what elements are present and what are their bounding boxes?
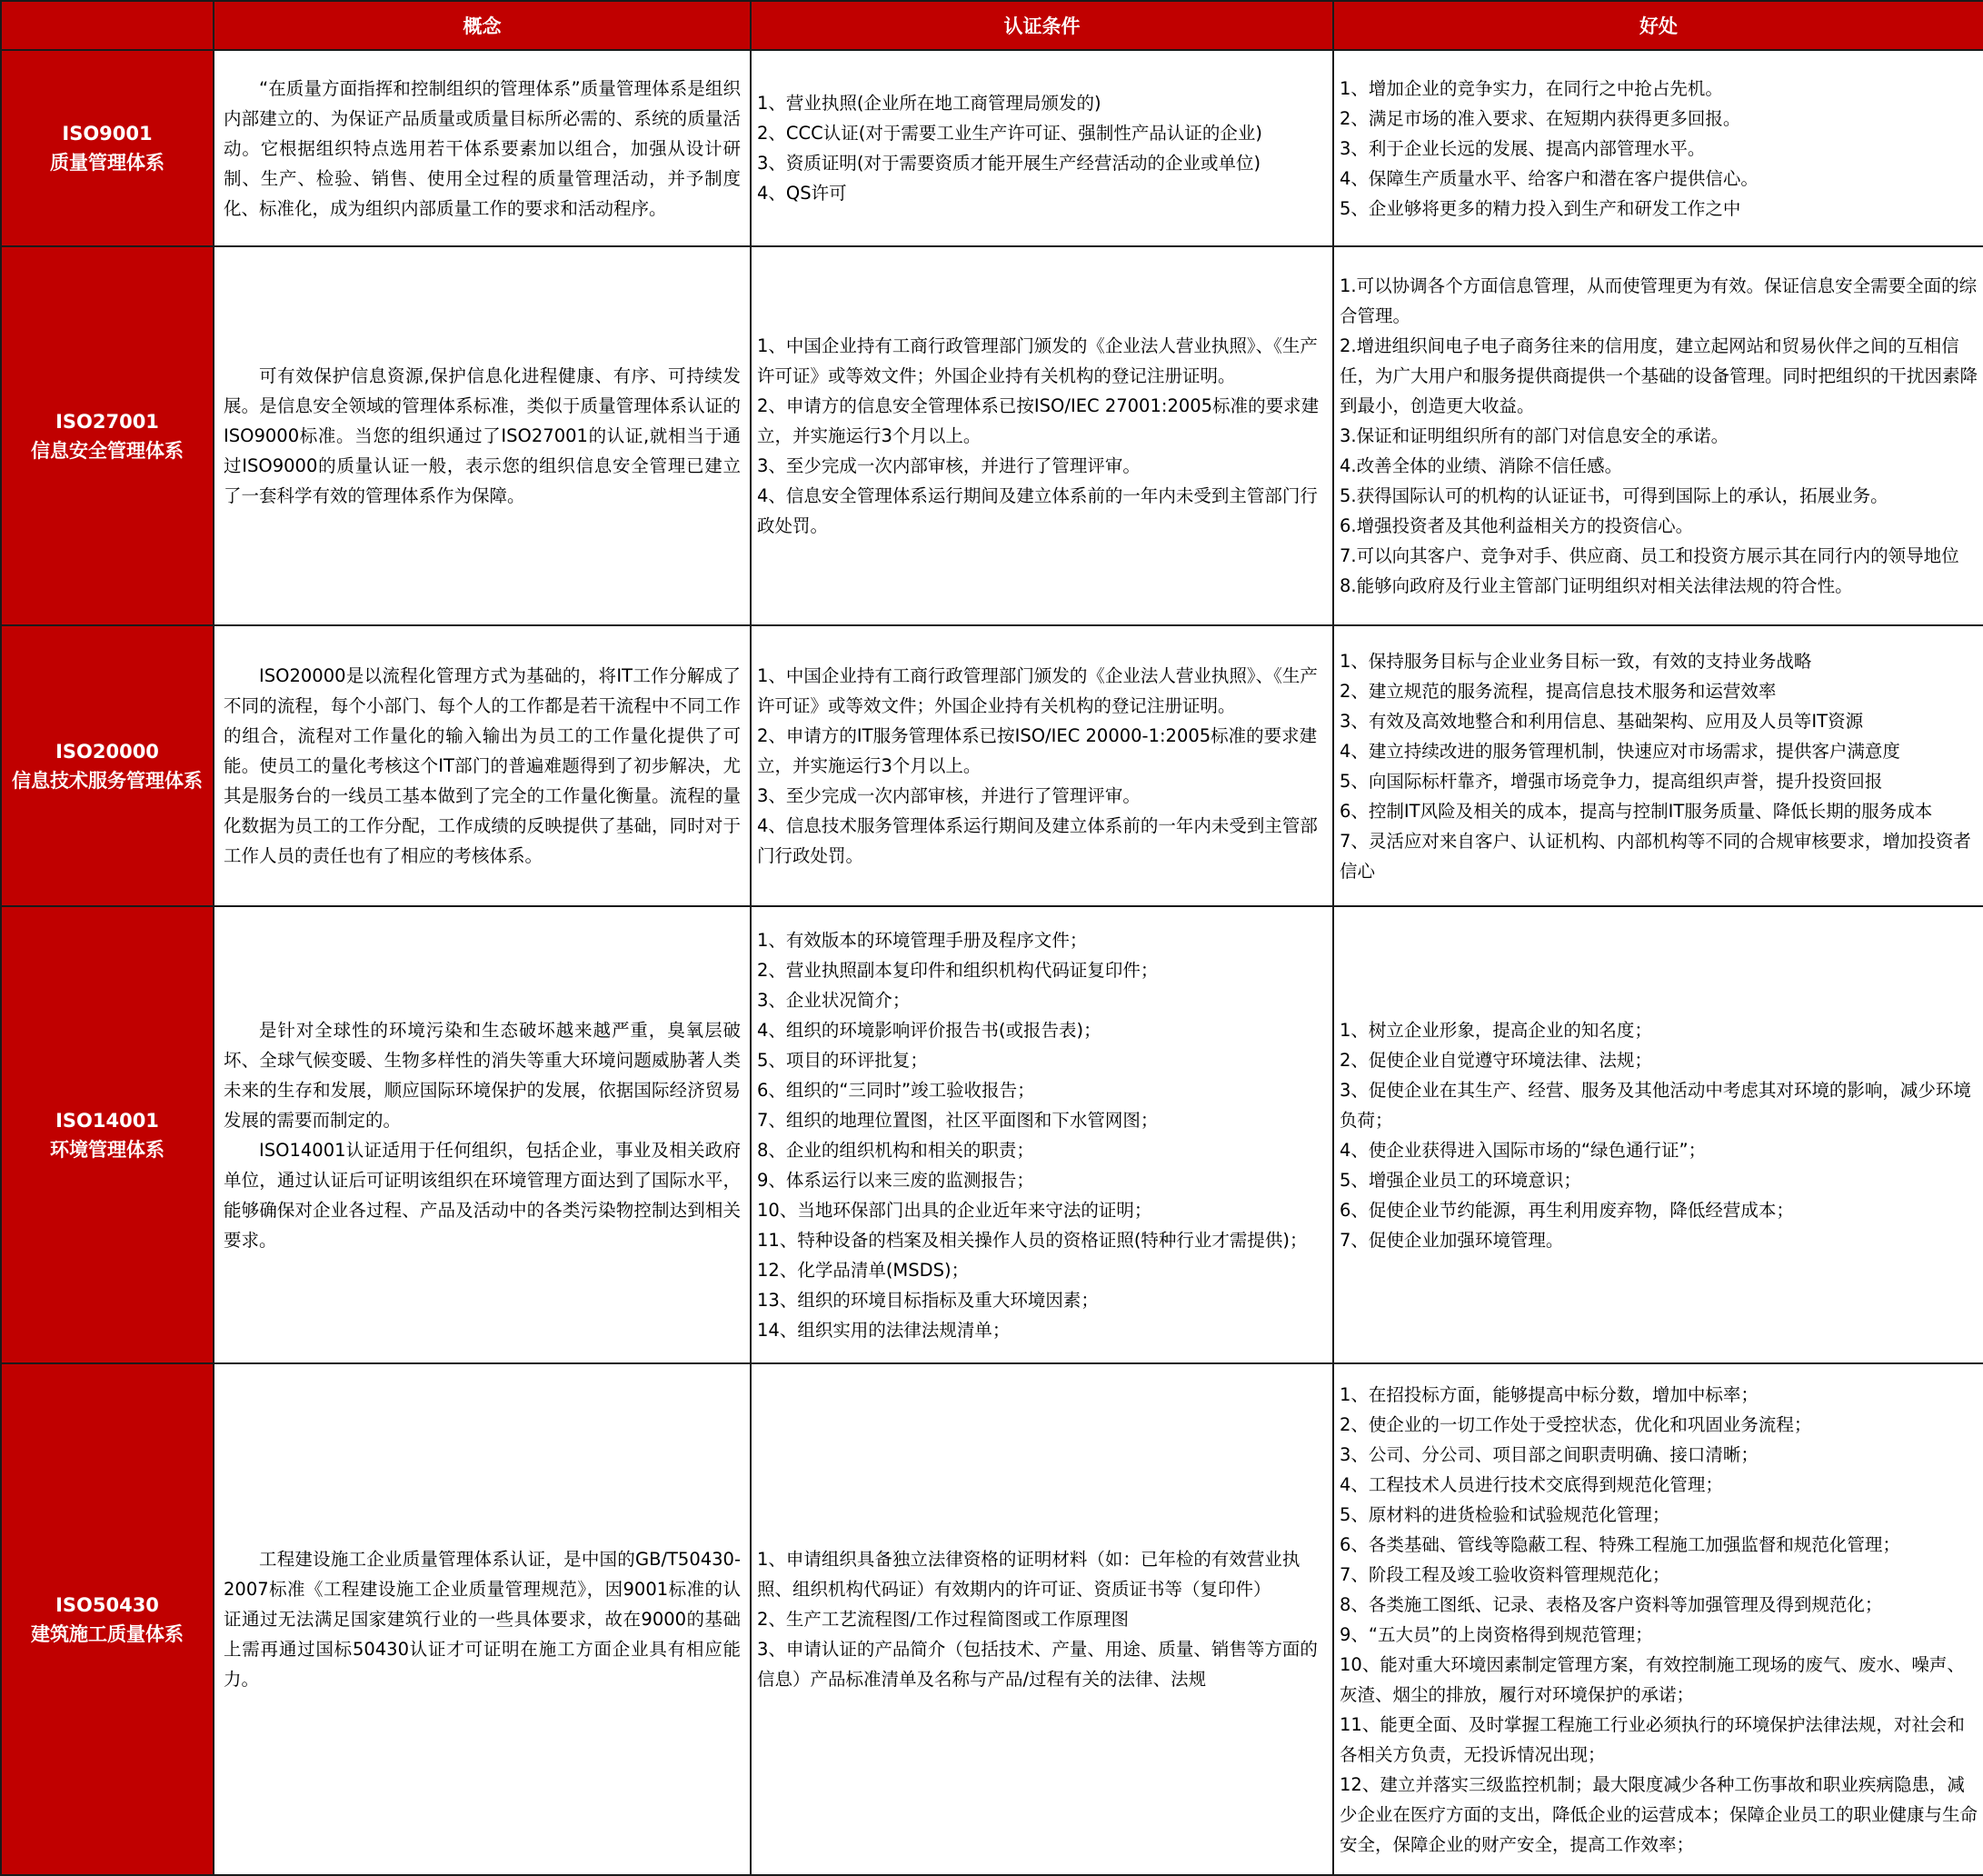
requirement-item: 9、体系运行以来三废的监测报告； [757, 1169, 1034, 1191]
concept-paragraph: ISO14001认证适用于任何组织，包括企业，事业及相关政府单位，通过认证后可证明该组织在环境管理方面达到了国际水平，能够确保对企业各过程、产品及活动中的各类污染物控制达到相关要求。 [224, 1139, 741, 1251]
header-corner [1, 1, 214, 50]
benefit-item: 8.能够向政府及行业主管部门证明组织对相关法律法规的符合性。 [1340, 575, 1853, 596]
requirement-item: 4、信息安全管理体系运行期间及建立体系前的一年内未受到主管部门行政处罚。 [757, 485, 1318, 536]
requirement-item: 4、QS许可 [757, 183, 847, 204]
benefit-item: 3、促使企业在其生产、经营、服务及其他活动中考虑其对环境的影响，减少环境负荷； [1340, 1079, 1971, 1131]
benefit-item: 2.增进组织间电子电子商务往来的信用度，建立起网站和贸易伙伴之间的互相信任，为广大用户和服务提供商提供一个基础的设备管理。同时把组织的干扰因素降到最小，创造更大收益。 [1340, 335, 1978, 416]
benefits-cell [1333, 1363, 1983, 1875]
concept-paragraph: 是针对全球性的环境污染和生态破坏越来越严重，臭氧层破坏、全球气候变暖、生物多样性的消失等重大环境问题威胁著人类未来的生存和发展，顺应国际环境保护的发展，依据国际经济贸易发展的需要而制定的。 [224, 1019, 741, 1131]
benefit-item: 4.改善全体的业绩、消除不信任感。 [1340, 455, 1623, 476]
table-body [1, 50, 1983, 1875]
standard-label-cell [1, 50, 214, 246]
benefit-item: 4、建立持续改进的服务管理机制，快速应对市场需求，提供客户满意度 [1340, 740, 1900, 762]
header-benefits: 好处 [1333, 1, 1983, 50]
table-row [1, 1363, 1983, 1875]
benefit-item: 6、各类基础、管线等隐蔽工程、特殊工程施工加强监督和规范化管理； [1340, 1533, 1900, 1555]
benefit-item: 3、利于企业长远的发展、提高内部管理水平。 [1340, 137, 1706, 159]
benefits-cell [1333, 625, 1983, 906]
requirement-item: 1、有效版本的环境管理手册及程序文件； [757, 929, 1088, 951]
standard-code: ISO20000 [55, 740, 159, 763]
table-row [1, 50, 1983, 246]
requirement-item: 11、特种设备的档案及相关操作人员的资格证照(特种行业才需提供)； [757, 1229, 1308, 1251]
benefit-item: 1、增加企业的竞争实力，在同行之中抢占先机。 [1340, 77, 1723, 99]
concept-cell [214, 246, 751, 625]
benefit-item: 1、树立企业形象，提高企业的知名度； [1340, 1019, 1652, 1041]
standard-name: 质量管理体系 [50, 152, 164, 174]
standard-name: 环境管理体系 [50, 1138, 164, 1161]
benefit-item: 7、促使企业加强环境管理。 [1340, 1229, 1564, 1251]
requirement-item: 7、组织的地理位置图，社区平面图和下水管网图； [757, 1109, 1159, 1131]
benefit-item: 2、满足市场的准入要求、在短期内获得更多回报。 [1340, 107, 1741, 129]
concept-paragraph: ISO20000是以流程化管理方式为基础的，将IT工作分解成了不同的流程，每个小部门、每个人的工作都是若干流程中不同工作的组合，流程对工作量化的输入输出为员工的工作量化提供了可能。使员工的量化考核这个IT部门的普遍难题得到了初步解决，尤其是服务台的一线员工基本做到了完全的工作量化衡量。流程的量化数据为员工的工作分配，工作成绩的反映提供了基础，同时对于工作人员的责任也有了相应的考核体系。 [224, 665, 741, 866]
benefit-item: 6、促使企业节约能源，再生利用废弃物，降低经营成本； [1340, 1199, 1794, 1221]
benefit-item: 8、各类施工图纸、记录、表格及客户资料等加强管理及得到规范化； [1340, 1593, 1883, 1615]
standard-name: 建筑施工质量体系 [31, 1622, 184, 1645]
concept-paragraph: “在质量方面指挥和控制组织的管理体系”质量管理体系是组织内部建立的、为保证产品质量或质量目标所必需的、系统的质量活动。它根据组织特点选用若干体系要素加以组合，加强从设计研制、生产、检验、销售、使用全过程的质量管理活动，并予制度化、标准化，成为组织内部质量工作的要求和活动程序。 [224, 77, 741, 219]
benefit-item: 5、原材料的进货检验和试验规范化管理； [1340, 1503, 1670, 1525]
header-row [1, 1, 1983, 50]
standard-code: ISO50430 [55, 1593, 159, 1616]
benefit-item: 4、使企业获得进入国际市场的“绿色通行证”； [1340, 1139, 1707, 1161]
benefit-item: 4、工程技术人员进行技术交底得到规范化管理； [1340, 1473, 1723, 1495]
benefit-item: 10、能对重大环境因素制定管理方案，有效控制施工现场的废气、废水、噪声、灰渣、烟尘的排放，履行对环境保护的承诺； [1340, 1653, 1965, 1705]
benefit-item: 6、控制IT风险及相关的成本，提高与控制IT服务质量、降低长期的服务成本 [1340, 800, 1933, 822]
requirement-item: 3、至少完成一次内部审核，并进行了管理评审。 [757, 785, 1141, 806]
benefit-item: 5、向国际标杆靠齐，增强市场竞争力，提高组织声誉，提升投资回报 [1340, 770, 1883, 792]
requirements-cell [751, 50, 1333, 246]
header-concept: 概念 [214, 1, 751, 50]
benefit-item: 6.增强投资者及其他利益相关方的投资信心。 [1340, 515, 1694, 536]
requirement-item: 1、中国企业持有工商行政管理部门颁发的《企业法人营业执照》、《生产许可证》或等效文件；外国企业持有关机构的登记注册证明。 [757, 665, 1318, 716]
benefit-item: 5、增强企业员工的环境意识； [1340, 1169, 1581, 1191]
standard-name: 信息技术服务管理体系 [12, 769, 203, 792]
benefit-item: 4、保障生产质量水平、给客户和潜在客户提供信心。 [1340, 167, 1759, 189]
header-requirements: 认证条件 [751, 1, 1333, 50]
standard-code: ISO14001 [55, 1109, 159, 1132]
requirement-item: 6、组织的“三同时”竣工验收报告； [757, 1079, 1035, 1101]
requirement-item: 1、中国企业持有工商行政管理部门颁发的《企业法人营业执照》、《生产许可证》或等效文件；外国企业持有关机构的登记注册证明。 [757, 335, 1318, 386]
requirement-item: 4、信息技术服务管理体系运行期间及建立体系前的一年内未受到主管部门行政处罚。 [757, 815, 1318, 866]
benefits-cell [1333, 906, 1983, 1363]
concept-cell [214, 50, 751, 246]
benefit-item: 3.保证和证明组织所有的部门对信息安全的承诺。 [1340, 425, 1729, 446]
requirement-item: 3、至少完成一次内部审核，并进行了管理评审。 [757, 455, 1141, 476]
requirement-item: 1、申请组织具备独立法律资格的证明材料（如：已年检的有效营业执照、组织机构代码证）有效期内的许可证、资质证书等（复印件） [757, 1549, 1300, 1600]
requirement-item: 13、组织的环境目标指标及重大环境因素； [757, 1289, 1099, 1311]
requirement-item: 2、CCC认证(对于需要工业生产许可证、强制性产品认证的企业) [757, 123, 1262, 144]
concept-cell [214, 906, 751, 1363]
table-row [1, 625, 1983, 906]
benefit-item: 2、使企业的一切工作处于受控状态，优化和巩固业务流程； [1340, 1413, 1812, 1435]
requirements-cell [751, 906, 1333, 1363]
benefit-item: 5.获得国际认可的机构的认证证书，可得到国际上的承认，拓展业务。 [1340, 485, 1888, 506]
benefit-item: 3、公司、分公司、项目部之间职责明确、接口清晰； [1340, 1443, 1759, 1465]
requirement-item: 2、申请方的信息安全管理体系已按ISO/IEC 27001:2005标准的要求建立，并实施运行3个月以上。 [757, 395, 1320, 446]
requirement-item: 3、企业状况简介； [757, 989, 911, 1011]
benefit-item: 1.可以协调各个方面信息管理，从而使管理更为有效。保证信息安全需要全面的综合管理。 [1340, 275, 1978, 326]
standard-label-cell [1, 246, 214, 625]
concept-paragraph: 可有效保护信息资源,保护信息化进程健康、有序、可持续发展。是信息安全领域的管理体系标准，类似于质量管理体系认证的 ISO9000标准。当您的组织通过了ISO27001的认证,就相当于通过ISO9000的质量认证一般，表示您的组织信息安全管理已建立了一套科学有效的管理体系作为保障。 [224, 365, 741, 506]
requirement-item: 12、化学品清单(MSDS)； [757, 1259, 970, 1281]
requirement-item: 5、项目的环评批复； [757, 1049, 928, 1071]
requirement-item: 2、生产工艺流程图/工作过程简图或工作原理图 [757, 1609, 1129, 1630]
concept-paragraph: 工程建设施工企业质量管理体系认证，是中国的GB/T50430-2007标准《工程建设施工企业质量管理规范》，因9001标准的认证通过无法满足国家建筑行业的一些具体要求，故在9000的基础上需再通过国标50430认证才可证明在施工方面企业具有相应能力。 [224, 1549, 741, 1690]
benefit-item: 1、在招投标方面，能够提高中标分数，增加中标率； [1340, 1383, 1759, 1405]
benefit-item: 3、有效及高效地整合和利用信息、基础架构、应用及人员等IT资源 [1340, 710, 1864, 732]
requirement-item: 3、资质证明(对于需要资质才能开展生产经营活动的企业或单位) [757, 153, 1261, 174]
standard-code: ISO9001 [62, 123, 153, 145]
benefit-item: 7、灵活应对来自客户、认证机构、内部机构等不同的合规审核要求，增加投资者信心 [1340, 830, 1971, 882]
benefits-cell [1333, 50, 1983, 246]
benefit-item: 2、促使企业自觉遵守环境法律、法规； [1340, 1049, 1652, 1071]
benefit-item: 1、保持服务目标与企业业务目标一致，有效的支持业务战略 [1340, 650, 1812, 672]
requirements-cell [751, 246, 1333, 625]
standard-label-cell [1, 1363, 214, 1875]
table-row [1, 906, 1983, 1363]
standard-name: 信息安全管理体系 [31, 439, 184, 462]
benefit-item: 7.可以向其客户、竞争对手、供应商、员工和投资方展示其在同行内的领导地位 [1340, 545, 1959, 566]
requirement-item: 3、申请认证的产品简介（包括技术、产量、用途、质量、销售等方面的信息）产品标准清单及名称与产品/过程有关的法律、法规 [757, 1639, 1318, 1690]
benefits-cell [1333, 246, 1983, 625]
standard-label-cell [1, 625, 214, 906]
benefit-item: 7、阶段工程及竣工验收资料管理规范化； [1340, 1563, 1670, 1585]
benefit-item: 12、建立并落实三级监控机制；最大限度减少各种工伤事故和职业疾病隐患，减少企业在医疗方面的支出，降低企业的运营成本；保障企业员工的职业健康与生命安全，保障企业的财产安全，提高工作效率； [1340, 1773, 1978, 1855]
requirement-item: 8、企业的组织机构和相关的职责； [757, 1139, 1034, 1161]
requirement-item: 14、组织实用的法律法规清单； [757, 1319, 1011, 1341]
concept-cell [214, 1363, 751, 1875]
benefit-item: 11、能更全面、及时掌握工程施工行业必须执行的环境保护法律法规，对社会和各相关方负责，无投诉情况出现； [1340, 1713, 1965, 1765]
standard-label-cell [1, 906, 214, 1363]
requirement-item: 2、申请方的IT服务管理体系已按ISO/IEC 20000-1:2005标准的要求建立，并实施运行3个月以上。 [757, 725, 1318, 776]
concept-cell [214, 625, 751, 906]
requirement-item: 10、当地环保部门出具的企业近年来守法的证明； [757, 1199, 1152, 1221]
benefit-item: 5、企业够将更多的精力投入到生产和研发工作之中 [1340, 197, 1741, 219]
table-row [1, 246, 1983, 625]
standard-code: ISO27001 [55, 410, 159, 433]
benefit-item: 2、建立规范的服务流程，提高信息技术服务和运营效率 [1340, 680, 1777, 702]
benefit-item: 9、“五大员”的上岗资格得到规范管理； [1340, 1623, 1653, 1645]
requirements-cell [751, 625, 1333, 906]
requirements-cell [751, 1363, 1333, 1875]
requirement-item: 2、营业执照副本复印件和组织机构代码证复印件； [757, 959, 1159, 981]
requirement-item: 4、组织的环境影响评价报告书(或报告表)； [757, 1019, 1101, 1041]
requirement-item: 1、营业执照(企业所在地工商管理局颁发的) [757, 93, 1101, 114]
